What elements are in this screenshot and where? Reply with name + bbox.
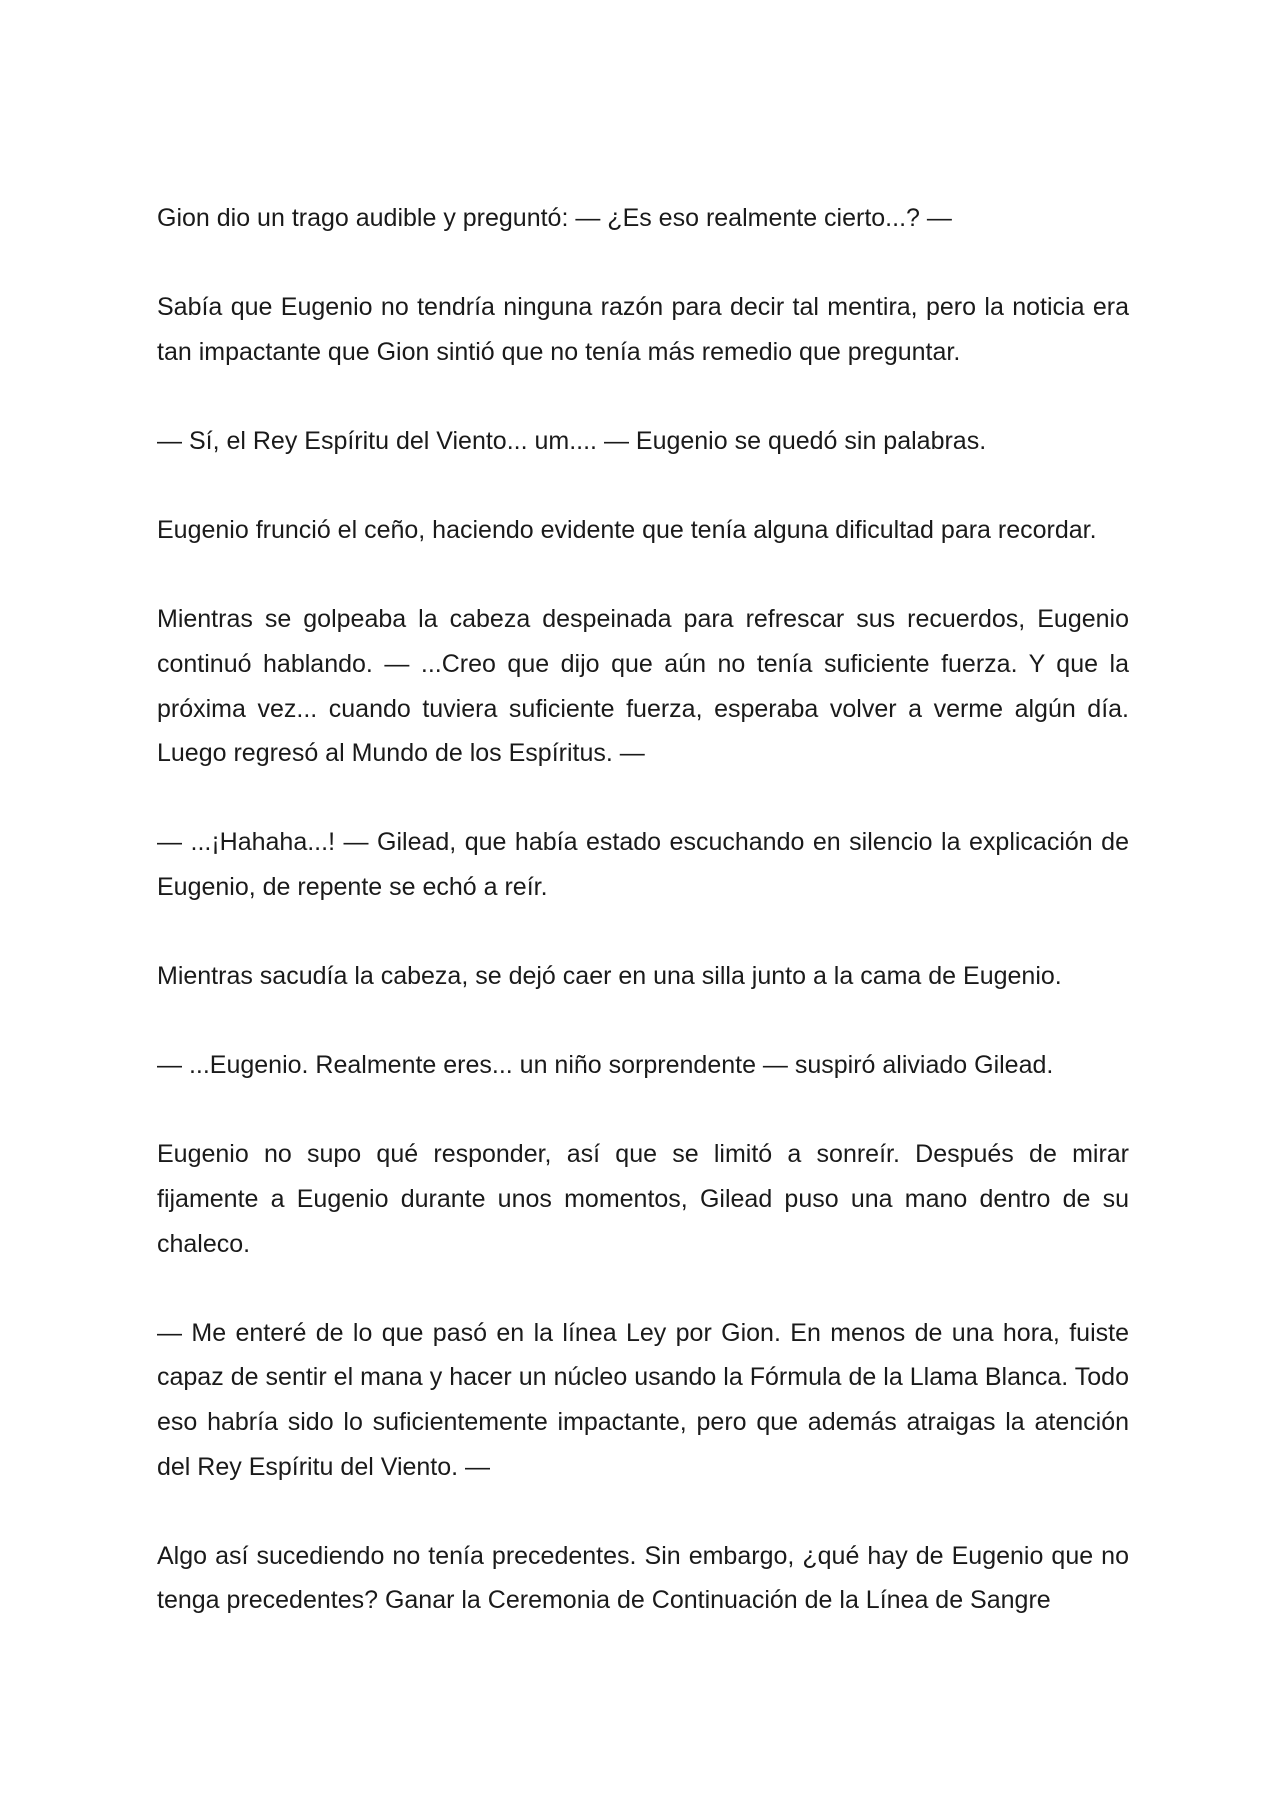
paragraph-6: — ...¡Hahaha...! — Gilead, que había estado escuchando en silencio la explicación de Eugenio, de repente se echó a reír. bbox=[157, 828, 1129, 901]
paragraph-8: — ...Eugenio. Realmente eres... un niño sorprendente — suspiró aliviado Gilead. bbox=[157, 1051, 1054, 1080]
paragraph-7: Mientras sacudía la cabeza, se dejó caer en una silla junto a la cama de Eugenio. bbox=[157, 962, 1062, 991]
document-body bbox=[157, 196, 1129, 1623]
paragraph-1: Gion dio un trago audible y preguntó: — ¿Es eso realmente cierto...? — bbox=[157, 204, 952, 232]
paragraph-11: Algo así sucediendo no tenía precedentes. Sin embargo, ¿qué hay de Eugenio que no tenga precedentes? Ganar la Ceremonia de Continuación de la Línea de Sangre bbox=[157, 1541, 1129, 1615]
paragraph-3: — Sí, el Rey Espíritu del Viento... um.... — Eugenio se quedó sin palabras. bbox=[157, 426, 987, 455]
paragraph-2: Sabía que Eugenio no tendría ninguna razón para decir tal mentira, pero la noticia era tan impactante que Gion sintió que no tenía más remedio que preguntar. bbox=[157, 293, 1129, 366]
paragraph-10: — Me enteré de lo que pasó en la línea Ley por Gion. En menos de una hora, fuiste capaz de sentir el mana y hacer un núcleo usando la Fórmula de la Llama Blanca. Todo eso habría sido lo suficientemente impactante, pero que además atraigas la atención del Rey Espíritu del Viento. — bbox=[157, 1318, 1129, 1481]
paragraph-9: Eugenio no supo qué responder, así que se limitó a sonreír. Después de mirar fijamente a Eugenio durante unos momentos, Gilead puso una mano dentro de su chaleco. bbox=[157, 1140, 1129, 1258]
paragraph-5: Mientras se golpeaba la cabeza despeinada para refrescar sus recuerdos, Eugenio continuó hablando. — ...Creo que dijo que aún no tenía suficiente fuerza. Y que la próxima vez... cuando tuviera suficiente fuerza, esperaba volver a verme algún día. Luego regresó al Mundo de los Espíritus. — bbox=[157, 605, 1129, 768]
paragraph-4: Eugenio frunció el ceño, haciendo evidente que tenía alguna dificultad para recordar. bbox=[157, 516, 1097, 545]
